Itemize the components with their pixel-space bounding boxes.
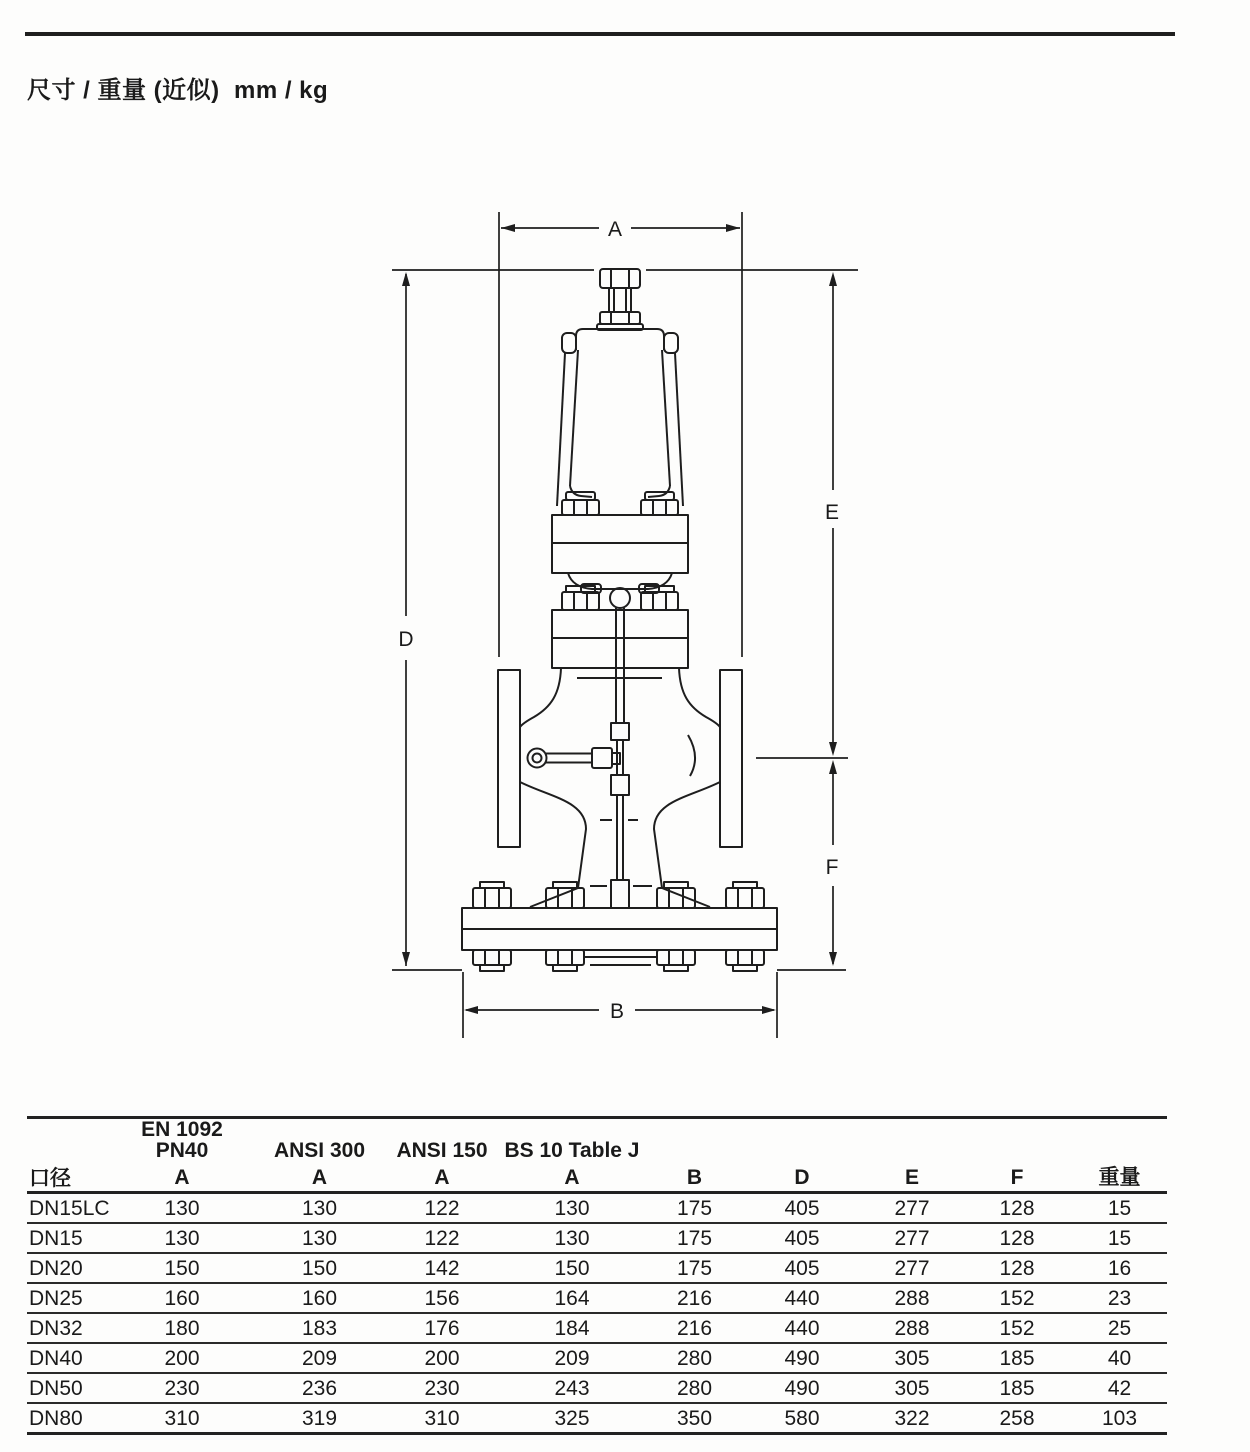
cell-value: 150 — [164, 1256, 200, 1280]
valve-dimension-diagram — [330, 195, 890, 1055]
cell-value: 258 — [999, 1406, 1035, 1430]
cell-value: 23 — [1107, 1286, 1132, 1310]
spring-housing — [557, 329, 683, 506]
cell-size: DN80 — [29, 1406, 83, 1430]
inlet-flange — [498, 670, 520, 847]
col-group-ansi-300: ANSI 300 — [273, 1139, 366, 1162]
cell-size: DN40 — [29, 1346, 83, 1370]
col-header-a4: A — [564, 1165, 580, 1189]
cell-value: 277 — [894, 1226, 930, 1250]
cell-value: 322 — [894, 1406, 930, 1430]
cell-value: 305 — [894, 1346, 930, 1370]
cell-value: 130 — [554, 1196, 590, 1220]
cell-value: 200 — [164, 1346, 200, 1370]
cell-value: 243 — [554, 1376, 590, 1400]
cell-value: 277 — [894, 1256, 930, 1280]
cell-value: 128 — [999, 1256, 1035, 1280]
cell-value: 440 — [784, 1316, 820, 1340]
cell-value: 184 — [554, 1316, 590, 1340]
base-bolt — [546, 950, 584, 971]
cell-value: 175 — [676, 1196, 713, 1220]
cell-value: 209 — [301, 1346, 338, 1370]
table-row — [27, 1223, 1167, 1253]
dimension-B — [464, 1000, 776, 1023]
cell-size: DN25 — [29, 1286, 83, 1310]
cell-size: DN15 — [29, 1226, 83, 1250]
cell-value: 130 — [554, 1226, 590, 1250]
cell-value: 185 — [999, 1376, 1035, 1400]
cell-value: 350 — [676, 1406, 713, 1430]
cell-value: 216 — [676, 1316, 713, 1340]
col-header-b: B — [686, 1165, 703, 1189]
base-bolt — [726, 882, 764, 908]
dim-label-A: A — [607, 218, 623, 241]
cell-value: 176 — [424, 1316, 460, 1340]
cell-value: 440 — [784, 1286, 820, 1310]
cell-value: 405 — [784, 1226, 820, 1250]
cell-size: DN32 — [29, 1316, 83, 1340]
cell-value: 160 — [164, 1286, 200, 1310]
cell-value: 130 — [301, 1196, 338, 1220]
cell-value: 277 — [894, 1196, 930, 1220]
dim-label-F: F — [825, 856, 839, 879]
cell-value: 156 — [424, 1286, 460, 1310]
col-header-weight: 重量 — [1098, 1165, 1141, 1189]
table-row — [27, 1253, 1167, 1283]
cell-value: 310 — [424, 1406, 460, 1430]
col-group-bs10-table-j: BS 10 Table J — [504, 1139, 640, 1162]
cell-value: 103 — [1101, 1406, 1138, 1430]
dimension-E — [825, 272, 839, 756]
cell-value: 150 — [554, 1256, 590, 1280]
base-plate — [462, 882, 777, 971]
col-header-a2: A — [311, 1165, 328, 1189]
cell-value: 490 — [784, 1346, 820, 1370]
table-row — [27, 1403, 1167, 1434]
cell-value: 305 — [894, 1376, 930, 1400]
cell-value: 130 — [164, 1196, 200, 1220]
cell-value: 122 — [424, 1196, 460, 1220]
table-row — [27, 1283, 1167, 1313]
cell-value: 288 — [894, 1316, 930, 1340]
cell-value: 164 — [554, 1286, 590, 1310]
page-title: 尺寸 / 重量 (近似) mm / kg — [27, 77, 329, 104]
cell-size: DN15LC — [29, 1196, 110, 1220]
cell-value: 185 — [999, 1346, 1035, 1370]
cell-value: 319 — [301, 1406, 338, 1430]
col-header-f: F — [1010, 1165, 1024, 1189]
cell-value: 130 — [164, 1226, 200, 1250]
cell-value: 40 — [1107, 1346, 1132, 1370]
cell-value: 122 — [424, 1226, 460, 1250]
table-row — [27, 1313, 1167, 1343]
base-bolt — [657, 950, 695, 971]
col-group-ansi-150: ANSI 150 — [396, 1139, 488, 1162]
cell-value: 209 — [554, 1346, 590, 1370]
cell-size: DN20 — [29, 1256, 83, 1280]
cell-value: 216 — [676, 1286, 713, 1310]
cell-value: 183 — [301, 1316, 338, 1340]
cell-value: 130 — [301, 1226, 338, 1250]
valve-body — [520, 668, 720, 907]
base-bolt — [473, 950, 511, 971]
cell-value: 16 — [1107, 1256, 1132, 1280]
cell-value: 405 — [784, 1196, 820, 1220]
adjustment-bolt — [597, 269, 643, 330]
dim-label-B: B — [609, 1000, 625, 1023]
cell-value: 128 — [999, 1196, 1035, 1220]
top-rule — [25, 32, 1175, 36]
cell-value: 230 — [424, 1376, 460, 1400]
bonnet-flange — [552, 586, 688, 668]
col-header-d: D — [794, 1165, 810, 1189]
pilot-flange — [552, 492, 688, 608]
cell-value: 42 — [1107, 1376, 1132, 1400]
col-header-diameter: 口径 — [29, 1167, 71, 1190]
base-bolt — [726, 950, 764, 971]
cell-value: 200 — [424, 1346, 460, 1370]
table-row — [27, 1343, 1167, 1373]
cell-value: 230 — [164, 1376, 200, 1400]
cell-size: DN50 — [29, 1376, 83, 1400]
table-row — [27, 1193, 1167, 1224]
dimensions-table — [27, 1116, 1167, 1435]
cell-value: 405 — [784, 1256, 820, 1280]
cell-value: 152 — [999, 1286, 1035, 1310]
dim-label-D: D — [398, 628, 414, 651]
cell-value: 175 — [676, 1256, 713, 1280]
table-row — [27, 1373, 1167, 1403]
cell-value: 175 — [676, 1226, 713, 1250]
dimension-D — [398, 272, 413, 966]
cell-value: 580 — [784, 1406, 820, 1430]
cell-value: 150 — [301, 1256, 338, 1280]
outlet-flange — [720, 670, 742, 847]
col-header-e: E — [904, 1165, 919, 1189]
cell-value: 325 — [554, 1406, 590, 1430]
cell-value: 180 — [164, 1316, 200, 1340]
dimension-F — [826, 760, 839, 966]
header-spacer — [647, 1118, 1167, 1164]
base-bolt — [473, 882, 511, 908]
cell-value: 15 — [1107, 1196, 1132, 1220]
cell-value: 15 — [1107, 1226, 1132, 1250]
cell-value: 128 — [999, 1226, 1035, 1250]
cell-value: 280 — [676, 1376, 713, 1400]
cell-value: 152 — [999, 1316, 1035, 1340]
cell-value: 490 — [784, 1376, 820, 1400]
col-header-a1: A — [174, 1165, 190, 1189]
cell-value: 280 — [676, 1346, 713, 1370]
cell-value: 25 — [1107, 1316, 1132, 1340]
cell-value: 310 — [164, 1406, 200, 1430]
cell-value: 236 — [301, 1376, 338, 1400]
col-group-en1092-pn40: EN 1092 PN40 — [141, 1118, 223, 1162]
col-header-a3: A — [434, 1165, 450, 1189]
cell-value: 142 — [424, 1256, 460, 1280]
cell-value: 288 — [894, 1286, 930, 1310]
cell-value: 160 — [301, 1286, 338, 1310]
dimension-A — [501, 218, 740, 241]
dim-label-E: E — [824, 501, 840, 524]
sensing-line — [528, 748, 621, 768]
